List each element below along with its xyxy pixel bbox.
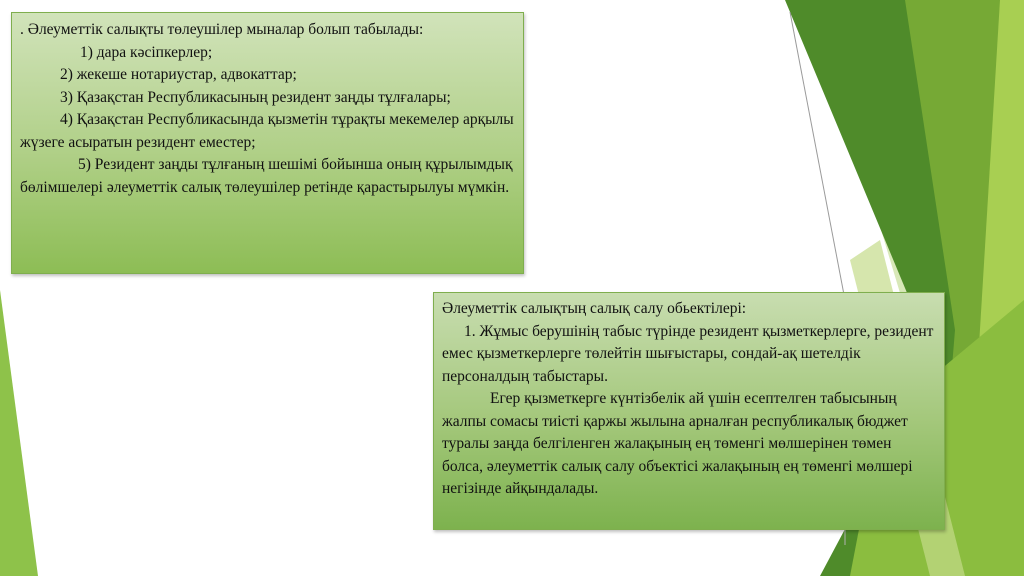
objects-note (442, 388, 936, 501)
taxpayers-item-5 (20, 154, 515, 199)
taxpayers-item-5-text: 5) Резидент заңды тұлғаның шешімі бойынша оның құрылымдық бөлімшелері әлеуметтік салық төлеушілер ретінде қарастырылуы мүмкін. (20, 156, 513, 196)
left-green-shape (0, 290, 38, 576)
taxpayers-item-3 (20, 87, 515, 110)
taxpayers-item-4-text: 4) Қазақстан Республикасында қызметін тұрақты мекемелер арқылы жүзеге асыратын резидент еместер; (20, 111, 514, 151)
taxpayers-item-1: 1) дара кәсіпкерлер; (80, 43, 213, 61)
objects-item-1 (442, 321, 936, 389)
taxpayers-box (11, 12, 524, 274)
taxpayers-item-2: 2) жекеше нотариустар, адвокаттар; (60, 66, 297, 83)
objects-item-1-text: 1. Жұмыс берушінің табыс түрінде резидент қызметкерлерге, резидент емес қызметкерлерге төлейтін шығыстары, сондай-ақ шетелдік персоналдың табыстары. (442, 322, 934, 385)
objects-note-text: Егер қызметкерге күнтізбелік ай үшін есептелген табысының жалпы сомасы тиісті қаржы жылына арналған республикалық бюджет туралы заңда белгіленген жалақының ең төменгі мөлшерінен төмен болса, әлеуметтік салық салу объектісі жалақының ең төменгі мөлшері негізінде айқындалады. (442, 390, 913, 497)
taxpayers-intro: . Әлеуметтік салықты төлеушілер мыналар болып табылады: (20, 21, 424, 38)
objects-title: Әлеуметтік салықтың салық салу обьектілері: (442, 300, 747, 317)
objects-box (433, 292, 945, 530)
taxpayers-item-4 (20, 109, 515, 154)
taxpayers-item-3-text: 3) Қазақстан Республикасының резидент заңды тұлғалары; (60, 88, 451, 106)
